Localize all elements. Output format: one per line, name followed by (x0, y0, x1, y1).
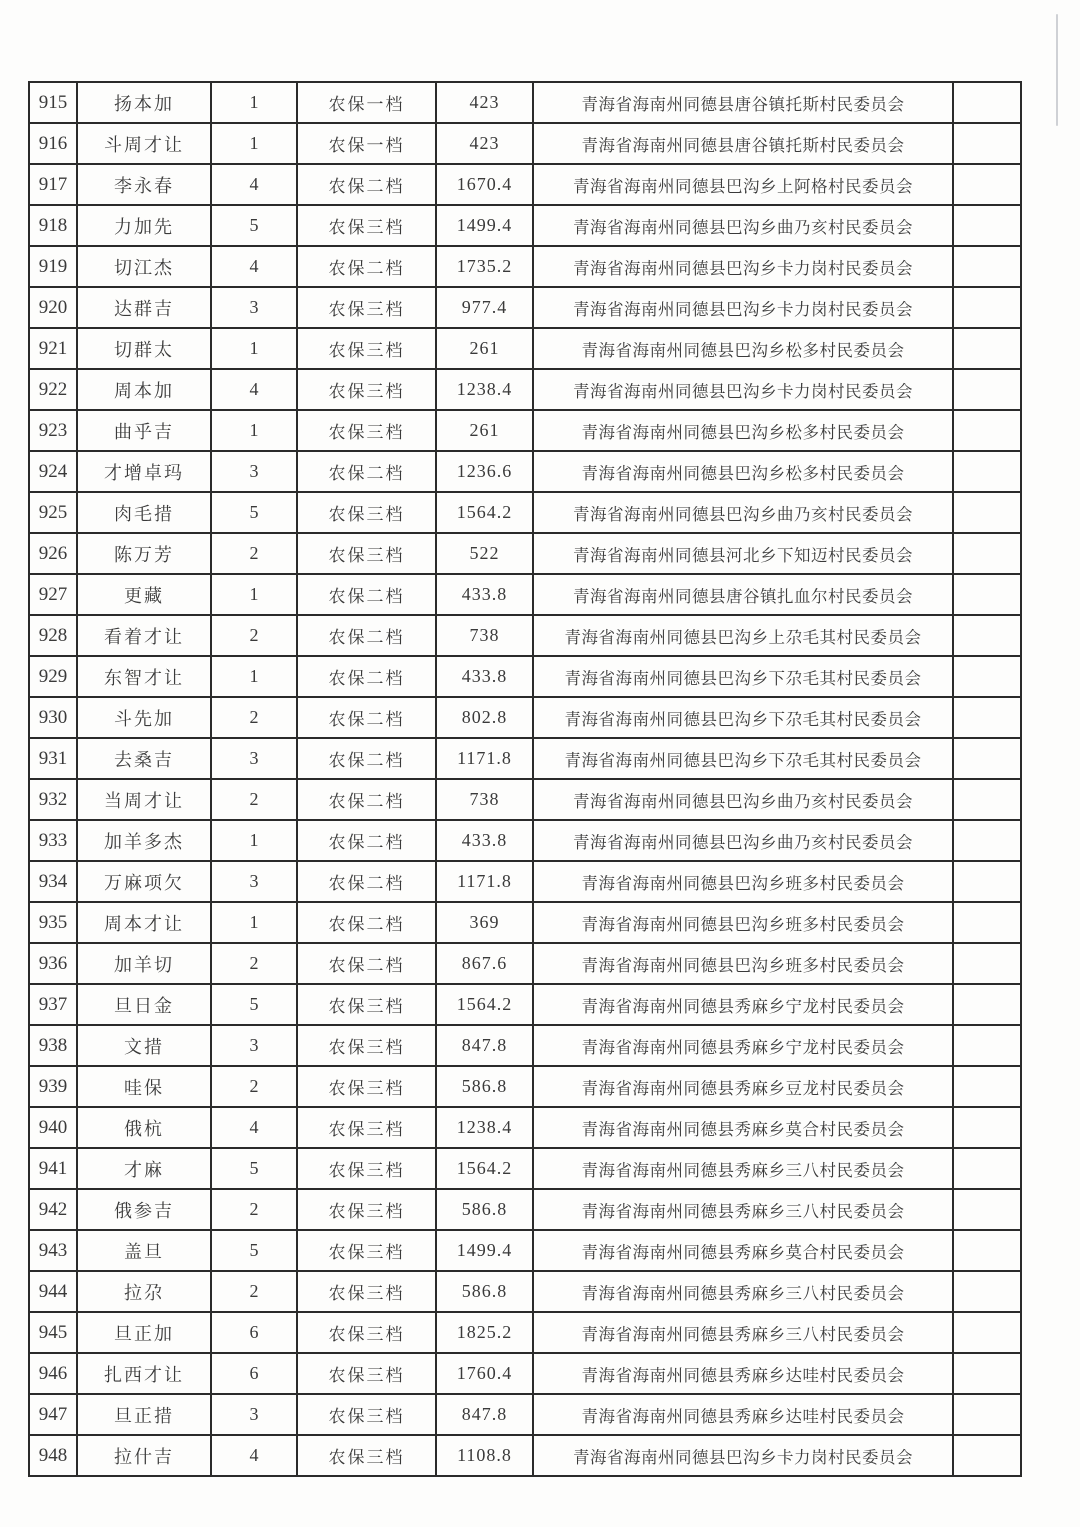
cell-remark-empty (954, 411, 1022, 452)
cell-serial-number: 916 (30, 124, 78, 165)
cell-insurance-tier: 农保二档 (298, 903, 437, 944)
cell-amount: 738 (437, 616, 534, 657)
cell-person-count: 2 (212, 534, 298, 575)
cell-person-name: 拉尕 (78, 1272, 212, 1313)
cell-serial-number: 927 (30, 575, 78, 616)
cell-amount: 1238.4 (437, 1108, 534, 1149)
cell-remark-empty (954, 616, 1022, 657)
cell-insurance-tier: 农保三档 (298, 985, 437, 1026)
cell-remark-empty (954, 575, 1022, 616)
cell-serial-number: 948 (30, 1436, 78, 1477)
cell-village-committee-address: 青海省海南州同德县巴沟乡曲乃亥村民委员会 (534, 780, 954, 821)
cell-insurance-tier: 农保三档 (298, 370, 437, 411)
cell-serial-number: 939 (30, 1067, 78, 1108)
cell-insurance-tier: 农保三档 (298, 493, 437, 534)
cell-remark-empty (954, 985, 1022, 1026)
cell-amount: 423 (437, 83, 534, 124)
cell-person-count: 3 (212, 862, 298, 903)
cell-amount: 586.8 (437, 1190, 534, 1231)
cell-amount: 1236.6 (437, 452, 534, 493)
cell-person-name: 盖旦 (78, 1231, 212, 1272)
cell-serial-number: 943 (30, 1231, 78, 1272)
cell-amount: 1760.4 (437, 1354, 534, 1395)
cell-person-count: 2 (212, 1272, 298, 1313)
cell-village-committee-address: 青海省海南州同德县巴沟乡班多村民委员会 (534, 903, 954, 944)
cell-person-name: 斗周才让 (78, 124, 212, 165)
cell-village-committee-address: 青海省海南州同德县巴沟乡卡力岗村民委员会 (534, 370, 954, 411)
cell-serial-number: 918 (30, 206, 78, 247)
cell-person-count: 5 (212, 493, 298, 534)
cell-person-name: 旦日金 (78, 985, 212, 1026)
cell-person-count: 4 (212, 247, 298, 288)
cell-person-count: 4 (212, 1108, 298, 1149)
cell-serial-number: 936 (30, 944, 78, 985)
cell-amount: 738 (437, 780, 534, 821)
cell-insurance-tier: 农保二档 (298, 575, 437, 616)
cell-person-count: 1 (212, 575, 298, 616)
cell-person-name: 扬本加 (78, 83, 212, 124)
cell-person-count: 2 (212, 616, 298, 657)
cell-remark-empty (954, 493, 1022, 534)
cell-person-count: 1 (212, 657, 298, 698)
cell-village-committee-address: 青海省海南州同德县秀麻乡莫合村民委员会 (534, 1108, 954, 1149)
cell-amount: 802.8 (437, 698, 534, 739)
cell-village-committee-address: 青海省海南州同德县巴沟乡下尕毛其村民委员会 (534, 657, 954, 698)
cell-amount: 433.8 (437, 821, 534, 862)
cell-serial-number: 945 (30, 1313, 78, 1354)
cell-person-name: 看着才让 (78, 616, 212, 657)
cell-person-count: 1 (212, 329, 298, 370)
scan-artifact-line (1056, 14, 1058, 126)
cell-remark-empty (954, 903, 1022, 944)
cell-person-count: 3 (212, 452, 298, 493)
cell-person-count: 3 (212, 1395, 298, 1436)
cell-amount: 433.8 (437, 575, 534, 616)
cell-village-committee-address: 青海省海南州同德县巴沟乡松多村民委员会 (534, 411, 954, 452)
benefits-table (28, 81, 1022, 1477)
cell-remark-empty (954, 1108, 1022, 1149)
cell-amount: 1171.8 (437, 862, 534, 903)
cell-person-name: 李永春 (78, 165, 212, 206)
cell-amount: 522 (437, 534, 534, 575)
cell-serial-number: 940 (30, 1108, 78, 1149)
cell-insurance-tier: 农保二档 (298, 862, 437, 903)
cell-person-count: 2 (212, 1067, 298, 1108)
cell-remark-empty (954, 165, 1022, 206)
cell-amount: 1825.2 (437, 1313, 534, 1354)
cell-serial-number: 937 (30, 985, 78, 1026)
cell-person-name: 加羊切 (78, 944, 212, 985)
cell-amount: 1238.4 (437, 370, 534, 411)
cell-village-committee-address: 青海省海南州同德县秀麻乡宁龙村民委员会 (534, 1026, 954, 1067)
cell-person-name: 去桑吉 (78, 739, 212, 780)
cell-remark-empty (954, 1354, 1022, 1395)
cell-insurance-tier: 农保三档 (298, 411, 437, 452)
cell-village-committee-address: 青海省海南州同德县巴沟乡松多村民委员会 (534, 452, 954, 493)
cell-serial-number: 942 (30, 1190, 78, 1231)
cell-village-committee-address: 青海省海南州同德县秀麻乡三八村民委员会 (534, 1149, 954, 1190)
cell-person-name: 旦正措 (78, 1395, 212, 1436)
cell-remark-empty (954, 452, 1022, 493)
cell-insurance-tier: 农保三档 (298, 288, 437, 329)
cell-person-name: 东智才让 (78, 657, 212, 698)
cell-person-name: 才增卓玛 (78, 452, 212, 493)
cell-village-committee-address: 青海省海南州同德县巴沟乡下尕毛其村民委员会 (534, 739, 954, 780)
cell-serial-number: 917 (30, 165, 78, 206)
cell-village-committee-address: 青海省海南州同德县唐谷镇托斯村民委员会 (534, 124, 954, 165)
cell-village-committee-address: 青海省海南州同德县巴沟乡卡力岗村民委员会 (534, 288, 954, 329)
cell-insurance-tier: 农保二档 (298, 780, 437, 821)
cell-person-name: 才麻 (78, 1149, 212, 1190)
cell-amount: 433.8 (437, 657, 534, 698)
cell-person-name: 力加先 (78, 206, 212, 247)
cell-village-committee-address: 青海省海南州同德县巴沟乡班多村民委员会 (534, 862, 954, 903)
cell-village-committee-address: 青海省海南州同德县巴沟乡卡力岗村民委员会 (534, 1436, 954, 1477)
cell-village-committee-address: 青海省海南州同德县秀麻乡三八村民委员会 (534, 1190, 954, 1231)
cell-insurance-tier: 农保一档 (298, 83, 437, 124)
cell-village-committee-address: 青海省海南州同德县巴沟乡上尕毛其村民委员会 (534, 616, 954, 657)
cell-amount: 1735.2 (437, 247, 534, 288)
cell-insurance-tier: 农保三档 (298, 1272, 437, 1313)
cell-person-count: 6 (212, 1313, 298, 1354)
cell-insurance-tier: 农保三档 (298, 1108, 437, 1149)
cell-serial-number: 924 (30, 452, 78, 493)
cell-person-name: 文措 (78, 1026, 212, 1067)
cell-insurance-tier: 农保三档 (298, 329, 437, 370)
cell-insurance-tier: 农保三档 (298, 1313, 437, 1354)
cell-insurance-tier: 农保二档 (298, 247, 437, 288)
cell-village-committee-address: 青海省海南州同德县河北乡下知迈村民委员会 (534, 534, 954, 575)
cell-insurance-tier: 农保三档 (298, 1231, 437, 1272)
cell-remark-empty (954, 329, 1022, 370)
cell-village-committee-address: 青海省海南州同德县巴沟乡曲乃亥村民委员会 (534, 493, 954, 534)
cell-remark-empty (954, 944, 1022, 985)
cell-village-committee-address: 青海省海南州同德县巴沟乡上阿格村民委员会 (534, 165, 954, 206)
cell-remark-empty (954, 83, 1022, 124)
cell-person-count: 1 (212, 821, 298, 862)
cell-remark-empty (954, 1067, 1022, 1108)
cell-person-name: 哇保 (78, 1067, 212, 1108)
cell-serial-number: 925 (30, 493, 78, 534)
cell-amount: 1171.8 (437, 739, 534, 780)
cell-person-count: 5 (212, 985, 298, 1026)
cell-person-name: 斗先加 (78, 698, 212, 739)
cell-insurance-tier: 农保二档 (298, 657, 437, 698)
cell-village-committee-address: 青海省海南州同德县巴沟乡松多村民委员会 (534, 329, 954, 370)
cell-person-count: 1 (212, 903, 298, 944)
cell-amount: 977.4 (437, 288, 534, 329)
cell-village-committee-address: 青海省海南州同德县巴沟乡下尕毛其村民委员会 (534, 698, 954, 739)
cell-insurance-tier: 农保二档 (298, 821, 437, 862)
cell-serial-number: 932 (30, 780, 78, 821)
cell-person-count: 5 (212, 1231, 298, 1272)
cell-person-name: 周本加 (78, 370, 212, 411)
cell-insurance-tier: 农保三档 (298, 1395, 437, 1436)
cell-person-count: 3 (212, 288, 298, 329)
cell-village-committee-address: 青海省海南州同德县秀麻乡豆龙村民委员会 (534, 1067, 954, 1108)
cell-insurance-tier: 农保三档 (298, 206, 437, 247)
cell-remark-empty (954, 370, 1022, 411)
cell-person-name: 旦正加 (78, 1313, 212, 1354)
cell-serial-number: 928 (30, 616, 78, 657)
cell-remark-empty (954, 1190, 1022, 1231)
cell-insurance-tier: 农保三档 (298, 1026, 437, 1067)
cell-serial-number: 922 (30, 370, 78, 411)
cell-village-committee-address: 青海省海南州同德县唐谷镇扎血尔村民委员会 (534, 575, 954, 616)
cell-person-name: 扎西才让 (78, 1354, 212, 1395)
cell-person-name: 俄参吉 (78, 1190, 212, 1231)
cell-amount: 261 (437, 329, 534, 370)
cell-person-count: 1 (212, 124, 298, 165)
cell-remark-empty (954, 1272, 1022, 1313)
cell-amount: 586.8 (437, 1067, 534, 1108)
cell-person-name: 切群太 (78, 329, 212, 370)
cell-insurance-tier: 农保三档 (298, 1436, 437, 1477)
cell-serial-number: 941 (30, 1149, 78, 1190)
cell-person-name: 肉毛措 (78, 493, 212, 534)
cell-amount: 1499.4 (437, 206, 534, 247)
cell-insurance-tier: 农保二档 (298, 944, 437, 985)
cell-person-count: 5 (212, 206, 298, 247)
cell-person-count: 1 (212, 411, 298, 452)
cell-village-committee-address: 青海省海南州同德县秀麻乡三八村民委员会 (534, 1313, 954, 1354)
cell-remark-empty (954, 288, 1022, 329)
cell-insurance-tier: 农保三档 (298, 1067, 437, 1108)
cell-serial-number: 934 (30, 862, 78, 903)
cell-person-count: 3 (212, 739, 298, 780)
cell-remark-empty (954, 534, 1022, 575)
cell-remark-empty (954, 1436, 1022, 1477)
cell-person-count: 4 (212, 165, 298, 206)
cell-person-name: 达群吉 (78, 288, 212, 329)
cell-serial-number: 930 (30, 698, 78, 739)
cell-remark-empty (954, 739, 1022, 780)
cell-remark-empty (954, 206, 1022, 247)
cell-amount: 369 (437, 903, 534, 944)
cell-person-count: 2 (212, 1190, 298, 1231)
cell-person-name: 加羊多杰 (78, 821, 212, 862)
cell-amount: 1499.4 (437, 1231, 534, 1272)
cell-serial-number: 938 (30, 1026, 78, 1067)
cell-remark-empty (954, 698, 1022, 739)
cell-amount: 423 (437, 124, 534, 165)
cell-serial-number: 923 (30, 411, 78, 452)
cell-remark-empty (954, 821, 1022, 862)
cell-person-name: 万麻项欠 (78, 862, 212, 903)
cell-village-committee-address: 青海省海南州同德县秀麻乡宁龙村民委员会 (534, 985, 954, 1026)
cell-village-committee-address: 青海省海南州同德县秀麻乡莫合村民委员会 (534, 1231, 954, 1272)
cell-amount: 867.6 (437, 944, 534, 985)
cell-serial-number: 919 (30, 247, 78, 288)
cell-person-count: 2 (212, 698, 298, 739)
cell-person-count: 2 (212, 944, 298, 985)
cell-person-count: 1 (212, 83, 298, 124)
cell-person-name: 当周才让 (78, 780, 212, 821)
cell-serial-number: 933 (30, 821, 78, 862)
cell-insurance-tier: 农保二档 (298, 739, 437, 780)
cell-serial-number: 944 (30, 1272, 78, 1313)
cell-remark-empty (954, 862, 1022, 903)
cell-village-committee-address: 青海省海南州同德县秀麻乡三八村民委员会 (534, 1272, 954, 1313)
cell-remark-empty (954, 1395, 1022, 1436)
cell-insurance-tier: 农保一档 (298, 124, 437, 165)
cell-serial-number: 929 (30, 657, 78, 698)
cell-amount: 1670.4 (437, 165, 534, 206)
cell-village-committee-address: 青海省海南州同德县秀麻乡达哇村民委员会 (534, 1395, 954, 1436)
cell-person-name: 曲乎吉 (78, 411, 212, 452)
cell-person-name: 拉什吉 (78, 1436, 212, 1477)
cell-insurance-tier: 农保三档 (298, 1190, 437, 1231)
cell-village-committee-address: 青海省海南州同德县巴沟乡卡力岗村民委员会 (534, 247, 954, 288)
cell-amount: 1108.8 (437, 1436, 534, 1477)
cell-remark-empty (954, 1231, 1022, 1272)
cell-insurance-tier: 农保二档 (298, 452, 437, 493)
cell-village-committee-address: 青海省海南州同德县秀麻乡达哇村民委员会 (534, 1354, 954, 1395)
cell-person-count: 4 (212, 370, 298, 411)
cell-person-name: 俄杭 (78, 1108, 212, 1149)
cell-amount: 261 (437, 411, 534, 452)
cell-remark-empty (954, 124, 1022, 165)
cell-village-committee-address: 青海省海南州同德县唐谷镇托斯村民委员会 (534, 83, 954, 124)
cell-insurance-tier: 农保三档 (298, 1149, 437, 1190)
cell-insurance-tier: 农保二档 (298, 165, 437, 206)
cell-insurance-tier: 农保三档 (298, 1354, 437, 1395)
cell-person-count: 2 (212, 780, 298, 821)
cell-person-count: 6 (212, 1354, 298, 1395)
cell-serial-number: 915 (30, 83, 78, 124)
cell-remark-empty (954, 1026, 1022, 1067)
cell-serial-number: 947 (30, 1395, 78, 1436)
cell-person-count: 5 (212, 1149, 298, 1190)
cell-serial-number: 946 (30, 1354, 78, 1395)
cell-amount: 1564.2 (437, 985, 534, 1026)
cell-village-committee-address: 青海省海南州同德县巴沟乡曲乃亥村民委员会 (534, 821, 954, 862)
cell-amount: 586.8 (437, 1272, 534, 1313)
cell-person-count: 4 (212, 1436, 298, 1477)
cell-person-count: 3 (212, 1026, 298, 1067)
cell-amount: 847.8 (437, 1395, 534, 1436)
cell-remark-empty (954, 780, 1022, 821)
cell-amount: 1564.2 (437, 493, 534, 534)
cell-insurance-tier: 农保二档 (298, 616, 437, 657)
cell-serial-number: 920 (30, 288, 78, 329)
cell-person-name: 切江杰 (78, 247, 212, 288)
cell-amount: 847.8 (437, 1026, 534, 1067)
cell-village-committee-address: 青海省海南州同德县巴沟乡班多村民委员会 (534, 944, 954, 985)
cell-person-name: 陈万芳 (78, 534, 212, 575)
cell-amount: 1564.2 (437, 1149, 534, 1190)
cell-serial-number: 926 (30, 534, 78, 575)
cell-insurance-tier: 农保二档 (298, 698, 437, 739)
cell-person-name: 更藏 (78, 575, 212, 616)
cell-serial-number: 921 (30, 329, 78, 370)
cell-remark-empty (954, 1149, 1022, 1190)
cell-remark-empty (954, 1313, 1022, 1354)
cell-remark-empty (954, 247, 1022, 288)
cell-insurance-tier: 农保三档 (298, 534, 437, 575)
cell-serial-number: 935 (30, 903, 78, 944)
cell-remark-empty (954, 657, 1022, 698)
cell-serial-number: 931 (30, 739, 78, 780)
cell-village-committee-address: 青海省海南州同德县巴沟乡曲乃亥村民委员会 (534, 206, 954, 247)
cell-person-name: 周本才让 (78, 903, 212, 944)
